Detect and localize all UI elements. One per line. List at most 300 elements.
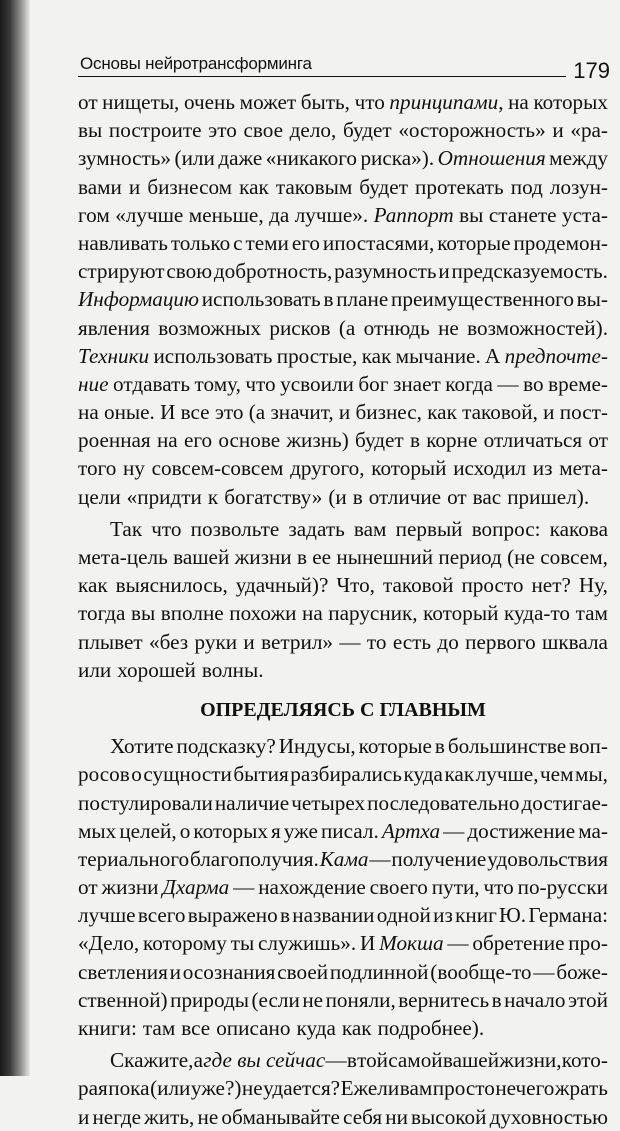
word: (и <box>328 484 347 509</box>
word: похожи <box>229 601 297 626</box>
text-line <box>78 201 608 229</box>
word: всего <box>137 903 186 928</box>
word: отдавать <box>113 371 191 396</box>
word: отличаться <box>483 428 583 453</box>
word: его <box>183 428 213 453</box>
word: писал. <box>320 818 379 843</box>
word: исходил <box>453 456 527 481</box>
word: уста- <box>561 202 608 227</box>
word: вам <box>399 1076 433 1101</box>
word: — <box>497 371 519 396</box>
word: есть <box>392 629 432 654</box>
header-rule <box>78 76 566 77</box>
word: в <box>296 545 307 569</box>
word: добротность, <box>213 259 333 284</box>
word: другого, <box>290 456 365 481</box>
word: жить, <box>144 1104 195 1129</box>
word: продемон- <box>513 230 608 255</box>
word: лучше, <box>475 762 539 787</box>
word: там <box>142 1016 176 1040</box>
word: да <box>269 202 290 227</box>
word: Информацию <box>78 287 199 312</box>
text-line <box>78 1014 608 1042</box>
word: усвоили <box>280 371 354 396</box>
word: ма- <box>578 818 608 843</box>
word: — <box>533 959 555 984</box>
word: подлинной <box>329 959 429 984</box>
word: подробнее). <box>377 1016 485 1040</box>
text-line <box>78 229 608 257</box>
text-line <box>78 732 608 760</box>
text-line <box>78 1046 608 1074</box>
word: постулировали <box>78 790 213 815</box>
word: «без <box>149 629 189 654</box>
word: мых <box>78 818 117 843</box>
word: бизнесом <box>147 174 233 199</box>
word: (вообще-то <box>430 959 532 984</box>
word: все <box>180 400 210 425</box>
word: построите <box>108 118 202 143</box>
word: лучше <box>78 903 136 928</box>
word: руки <box>194 629 238 654</box>
word: совсем, <box>540 545 608 569</box>
word: Хотите <box>110 734 174 759</box>
word: А <box>485 343 501 368</box>
word: ее <box>312 545 332 569</box>
word: воп- <box>569 734 608 759</box>
word: разбирались <box>290 762 402 787</box>
text-line <box>78 845 608 873</box>
word: (или <box>174 146 215 171</box>
word: Техники <box>78 343 150 368</box>
word: будет <box>342 118 392 143</box>
word: «лучше <box>115 202 184 227</box>
word: станете <box>488 202 557 227</box>
word: которых <box>533 90 608 114</box>
word: это <box>214 400 244 425</box>
word: будет <box>359 174 408 199</box>
word: которые <box>437 230 511 255</box>
word: принципами, <box>389 90 504 114</box>
word: удается? <box>263 1076 341 1101</box>
text-line <box>78 116 608 144</box>
word: удачный)? <box>235 573 329 598</box>
word: своей <box>277 959 329 984</box>
word: которых <box>193 818 268 843</box>
word: Кама <box>319 846 369 871</box>
word: там <box>575 601 608 626</box>
word: вполне <box>160 601 224 626</box>
word: нечего <box>495 1076 555 1101</box>
word: который <box>423 601 499 626</box>
word: служишь». <box>258 931 357 956</box>
word: жизнь) <box>286 428 349 453</box>
word: стрируют <box>78 259 165 284</box>
word: таковой, <box>462 400 538 425</box>
word: плывет <box>78 629 143 654</box>
text-line <box>78 599 608 627</box>
word: зумность» <box>78 146 172 171</box>
word: Артха <box>381 818 441 843</box>
word: того <box>78 456 117 481</box>
word: Ну, <box>578 573 608 598</box>
word: очень <box>183 90 236 114</box>
word: с <box>233 230 243 255</box>
word: лучше». <box>294 202 369 227</box>
word: предпочте- <box>504 343 608 368</box>
word: И <box>359 931 376 956</box>
word: что <box>354 90 385 114</box>
text-line <box>78 257 608 285</box>
word: (а <box>338 315 356 340</box>
word: предсказуемость. <box>451 259 608 284</box>
word: свою <box>166 259 213 284</box>
word: — <box>447 931 469 956</box>
word: как <box>427 400 457 425</box>
word: теми <box>245 230 289 255</box>
word: кото- <box>561 1048 608 1073</box>
word: жрать <box>554 1076 608 1101</box>
word: вам <box>353 516 387 541</box>
word: что <box>483 875 514 900</box>
word: тогда <box>78 601 126 626</box>
word: Ежели <box>340 1076 400 1101</box>
text-line <box>78 543 608 571</box>
word: — <box>325 1048 347 1073</box>
word: дело, <box>289 118 337 143</box>
section-heading <box>78 696 608 724</box>
word: явления <box>78 315 150 340</box>
word: целей, <box>119 818 177 843</box>
word: ние <box>78 371 109 396</box>
word: в <box>279 903 290 928</box>
word: вы <box>459 202 484 227</box>
word: меньше, <box>188 202 264 227</box>
word: Ю. <box>499 903 527 928</box>
text-line <box>78 342 608 370</box>
word: которые <box>358 734 432 759</box>
word: — <box>233 875 255 900</box>
word: под <box>510 174 543 199</box>
word: до <box>437 629 459 654</box>
word: ветрил» <box>261 629 334 654</box>
word: как <box>239 174 269 199</box>
word: пришел). <box>507 484 590 509</box>
word: даже <box>218 146 263 171</box>
word: от <box>78 875 98 900</box>
word: хорошей <box>117 657 196 682</box>
word: как <box>78 573 108 598</box>
word: мычание. <box>395 343 481 368</box>
word: богатству» <box>224 484 323 509</box>
word: бог <box>358 371 389 396</box>
word: шквала <box>542 629 608 654</box>
word: а <box>193 1048 204 1073</box>
word: достижение <box>467 818 576 843</box>
word: вашей <box>173 545 230 569</box>
page-number: 179 <box>573 58 610 83</box>
word: волны. <box>201 657 264 682</box>
word: отличие <box>368 484 442 509</box>
text-line <box>78 370 608 398</box>
text-line <box>78 285 608 313</box>
word: выражено <box>187 903 278 928</box>
word: уже?) <box>190 1076 242 1101</box>
text-line <box>78 426 608 454</box>
word: пока <box>108 1076 150 1101</box>
word: в <box>346 1048 357 1073</box>
word: последовательно <box>367 790 520 815</box>
word: Германа: <box>528 903 608 928</box>
word: в <box>409 428 420 453</box>
word: использовать <box>153 343 273 368</box>
word: высокой <box>411 1104 487 1129</box>
word: ственной) <box>78 987 168 1012</box>
word: мы, <box>575 762 608 787</box>
word: не <box>302 987 324 1012</box>
word: в <box>434 734 445 759</box>
word: свое <box>243 118 283 143</box>
word: и <box>128 174 141 199</box>
word: Мокша <box>379 931 444 956</box>
word: и <box>552 118 564 143</box>
word: ты <box>230 931 255 956</box>
word: Отношения <box>437 146 546 171</box>
text-line <box>78 958 608 986</box>
word: в <box>491 987 502 1012</box>
word: благополучия. <box>189 846 319 871</box>
word: мета- <box>559 456 608 481</box>
word: пост- <box>559 400 608 425</box>
word: вами <box>78 174 122 199</box>
word: может <box>239 90 297 114</box>
word: которому <box>143 931 227 956</box>
word: и <box>78 1104 90 1129</box>
word: выяснилось, <box>115 573 228 598</box>
word: не <box>197 1104 219 1129</box>
word: рисков <box>269 315 331 340</box>
word: — <box>369 846 391 871</box>
word: ну <box>123 456 145 481</box>
word: от <box>588 428 608 453</box>
text-line <box>78 929 608 957</box>
word: сущности <box>143 762 232 787</box>
word: значит, <box>270 400 334 425</box>
word: быть, <box>300 90 350 114</box>
word: мета-цель <box>78 545 168 569</box>
word: тому, <box>194 371 241 396</box>
text-line <box>78 817 608 845</box>
word: ОПРЕДЕЛЯЯСЬ С ГЛАВНЫМ <box>200 698 486 721</box>
word: о <box>179 818 191 843</box>
word: гом <box>78 202 110 227</box>
word: — <box>443 818 465 843</box>
word: териального <box>78 846 190 871</box>
word: первого <box>465 629 536 654</box>
word: боже- <box>556 959 608 984</box>
text-line <box>78 398 608 426</box>
text-line <box>78 571 608 599</box>
word: обманывайте <box>221 1104 340 1129</box>
word: цели <box>78 484 121 509</box>
word: росов <box>78 762 130 787</box>
word: нынешний <box>336 545 434 569</box>
word: природы <box>170 987 249 1012</box>
word: роенная <box>78 428 151 453</box>
word: между <box>549 146 608 171</box>
word: уже <box>283 818 318 843</box>
word: простые, <box>276 343 358 368</box>
word: чем <box>540 762 574 787</box>
book-page <box>78 0 610 1129</box>
word: и <box>338 400 351 425</box>
word: возможностей). <box>467 315 608 340</box>
text-line <box>78 656 608 684</box>
word: вернитесь <box>398 987 490 1012</box>
word: нахождение <box>258 875 366 900</box>
word: таковой <box>382 573 454 598</box>
word: негде <box>92 1104 142 1129</box>
word: «никакого <box>265 146 357 171</box>
word: осознания <box>182 959 276 984</box>
word: в <box>352 484 363 509</box>
word: Раппорт <box>373 202 454 227</box>
word: ипостасями, <box>322 230 435 255</box>
word: от <box>447 484 467 509</box>
word: риска»). <box>360 146 435 171</box>
text-line <box>78 144 608 172</box>
word: и <box>438 259 450 284</box>
word: из <box>532 456 553 481</box>
word: как <box>444 762 475 787</box>
word: разумность <box>334 259 437 284</box>
word: на <box>508 90 529 114</box>
running-title: Основы нейротрансформинга <box>80 54 312 73</box>
word: будет <box>355 428 404 453</box>
word: знает <box>392 371 441 396</box>
word: какова <box>549 516 608 541</box>
word: «Дело, <box>78 931 140 956</box>
word: получение <box>391 846 487 871</box>
word: преимущественного <box>391 287 574 312</box>
word: позвольте <box>190 516 280 541</box>
text-line <box>78 901 608 929</box>
word: оные. <box>103 400 155 425</box>
word: лозун- <box>549 174 608 199</box>
word: не <box>241 1076 263 1101</box>
text-line <box>78 1074 608 1102</box>
word: период <box>438 545 502 569</box>
word: Индусы, <box>278 734 356 759</box>
text-line <box>78 314 608 342</box>
word: задать <box>288 516 345 541</box>
word: (не <box>507 545 535 569</box>
word: ни <box>385 1104 408 1129</box>
running-header <box>78 50 610 82</box>
word: большинстве <box>447 734 567 759</box>
word: это <box>208 118 237 143</box>
word: только <box>170 230 231 255</box>
word: начало <box>504 987 566 1012</box>
word: (если <box>251 987 300 1012</box>
word: (а <box>248 400 266 425</box>
word: бытия <box>233 762 289 787</box>
word: использовать <box>201 287 321 312</box>
word: подсказку? <box>176 734 276 759</box>
word: из <box>433 903 453 928</box>
word: куда <box>296 1016 336 1040</box>
word: четырех <box>291 790 366 815</box>
word: о <box>131 762 142 787</box>
word: плане <box>336 287 389 312</box>
word: обретение <box>472 931 565 956</box>
word: светления <box>78 959 168 984</box>
word: возможных <box>158 315 262 340</box>
word: основе <box>218 428 281 453</box>
word: я <box>270 818 281 843</box>
word: нет? <box>531 573 571 598</box>
word: рая <box>78 1076 108 1101</box>
word: куда <box>403 762 443 787</box>
word: нищеты, <box>102 90 180 114</box>
word: и <box>543 400 555 425</box>
text-line <box>78 454 608 482</box>
word: и <box>169 959 181 984</box>
word: той <box>357 1048 389 1073</box>
word: (или <box>150 1076 191 1101</box>
word: поняли, <box>325 987 396 1012</box>
text-line <box>78 515 608 543</box>
word: книг <box>455 903 497 928</box>
word: парусник, <box>328 601 418 626</box>
word: духовностью <box>489 1104 608 1129</box>
word: жизни <box>234 545 292 569</box>
text-line <box>78 88 608 116</box>
word: что <box>151 516 182 541</box>
word: когда <box>445 371 493 396</box>
word: «придти <box>126 484 202 509</box>
word: удовольствия <box>487 846 608 871</box>
word: первый <box>395 516 463 541</box>
text-line <box>78 1103 608 1131</box>
text-line <box>78 789 608 817</box>
word: вопрос: <box>471 516 541 541</box>
word: не <box>438 315 459 340</box>
word: вы <box>78 118 103 143</box>
text-line <box>78 483 608 511</box>
word: куда-то <box>503 601 571 626</box>
word: самой <box>388 1048 443 1073</box>
word: названии <box>292 903 375 928</box>
word: совсем-совсем <box>151 456 284 481</box>
text-line <box>78 760 608 788</box>
word: что <box>245 371 276 396</box>
word: протекать <box>415 174 504 199</box>
word: Скажите, <box>110 1048 194 1073</box>
word: корне <box>426 428 478 453</box>
word: пути, <box>431 875 480 900</box>
body-text <box>78 88 608 1131</box>
word: себя <box>343 1104 383 1129</box>
word: на <box>156 428 178 453</box>
text-line <box>78 173 608 201</box>
word: вы <box>130 601 156 626</box>
word: во <box>523 371 544 396</box>
word: «ра- <box>570 118 608 143</box>
word: наличие <box>214 790 290 815</box>
word: одной <box>376 903 431 928</box>
word: вашей <box>442 1048 500 1073</box>
